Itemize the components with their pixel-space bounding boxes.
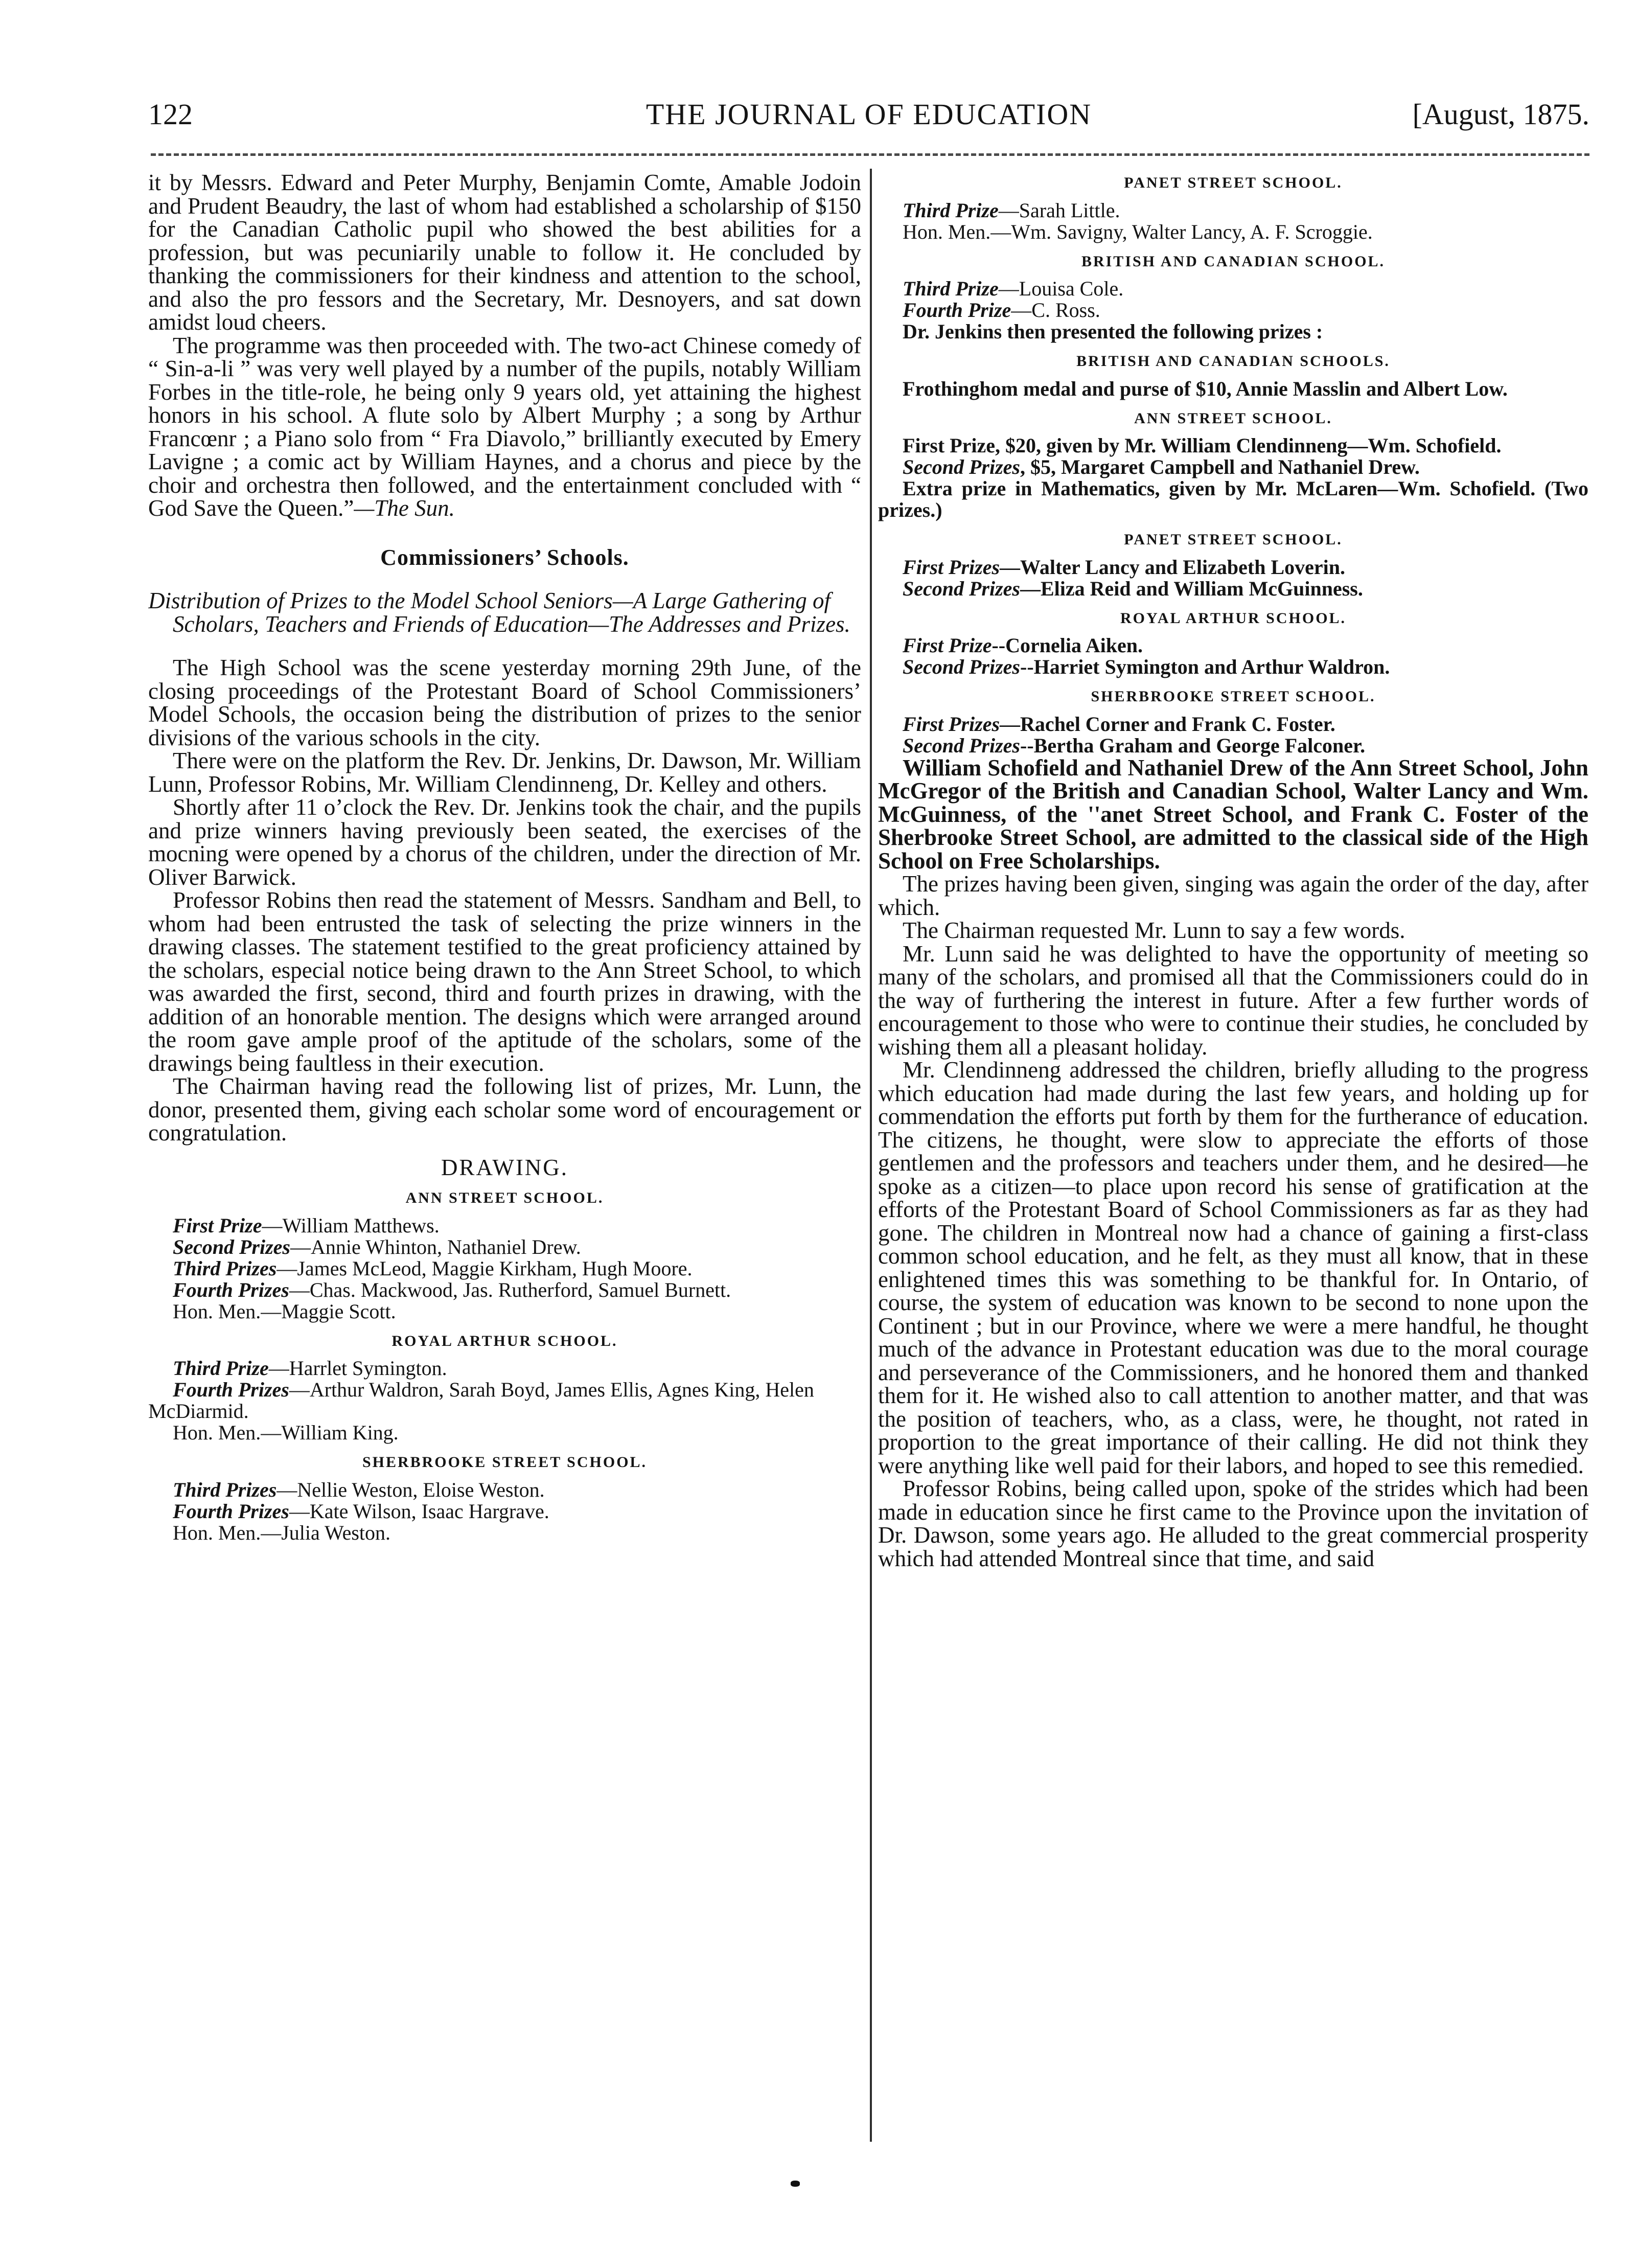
page-header	[148, 97, 1589, 143]
prize-line: Second Prizes--Bertha Graham and George Falconer.	[903, 734, 1366, 757]
prize-line: Second Prizes, $5, Margaret Campbell and Nathaniel Drew.	[903, 455, 1420, 478]
prize-line: First Prize, $20, given by Mr. William Clendinneng—Wm. Schofield.	[903, 434, 1502, 457]
page-number: 122	[148, 98, 193, 131]
prize-line: Hon. Men.—Julia Weston.	[173, 1521, 391, 1544]
school-heading: SHERBROOKE STREET SCHOOL.	[362, 1454, 648, 1471]
article-subtitle: Distribution of Prizes to the Model School Seniors—A Large Gathering of Scholars, Teachers and Friends of Education—The Addresses and Prizes.	[148, 588, 850, 637]
prize-line: Third Prize—Sarah Little.	[903, 198, 1120, 222]
school-heading: ROYAL ARTHUR SCHOOL.	[391, 1332, 618, 1349]
school-heading: PANET STREET SCHOOL.	[1124, 174, 1343, 191]
paragraph: The High School was the scene yesterday morning 29th June, of the closing proceedings of the Protestant Board of School Commissioners’ Model Schools, the occasion being the distribution of prizes to the senior divisions of the various schools in the city.	[148, 655, 861, 750]
column-divider	[870, 169, 872, 2142]
right-column	[878, 171, 1588, 1570]
paragraph-text: The programme was then proceeded with. The two-act Chinese comedy of “ Sin-a-li ” was very well played by a number of the pupils, notably William Forbes in the title-role, he being only 9 years old, yet attaining the highest honors in his school. A flute solo by Albert Murphy ; a song by Arthur Francœnr ; a Piano solo from “ Fra Diavolo,” brilliantly executed by Emery Lavigne ; a comic act by William Haynes, and a chorus and piece by the choir and orchestra then followed, and the entertainment concluded with “ God Save the Queen.”	[148, 332, 861, 521]
paragraph: There were on the platform the Rev. Dr. Jenkins, Dr. Dawson, Mr. William Lunn, Professor Robins, Mr. William Clendinneng, Dr. Kelley and others.	[148, 748, 861, 797]
header-rule	[151, 153, 1589, 156]
prize-line: First Prize--Cornelia Aiken.	[903, 634, 1143, 657]
prize-line: Fourth Prizes—Chas. Mackwood, Jas. Rutherford, Samuel Burnett.	[173, 1278, 731, 1301]
left-column	[148, 171, 861, 1544]
prize-line: Hon. Men.—William King.	[173, 1421, 399, 1444]
prize-line: First Prize—William Matthews.	[173, 1213, 440, 1237]
prize-line: First Prizes—Walter Lancy and Elizabeth Loverin.	[903, 555, 1346, 579]
paragraph: Mr. Clendinneng addressed the children, briefly alluding to the progress which education had made during the last few years, and holding up for commendation the efforts put forth by them for the furtherance of education. The citizens, he thought, were slow to appreciate the efforts of those gentlemen and the professors and teachers under them, and he desired—he spoke as a citizen—to place upon record his sense of gratification at the efforts of the Protestant Board of School Commissioners as far as they had gone. The children in Montreal now had a chance of gaining a first-class common school education, and he felt, as they must all know, that in these enlightened times this was something to be thankful for. In Ontario, of course, the system of education was known to be second to none upon the Continent ; but in our Province, where we were a mere handful, he thought much of the advance in Protestant education was due to the moral courage and perseverance of the Commissioners, and he honored them and thanked them for it. He wished also to call attention to another matter, and that was the position of teachers, who, as a class, were, he thought, not rated in proportion to the great importance of their calling. He did not think they were anything like well paid for their labors, and hoped to see this remedied.	[878, 1057, 1588, 1478]
prize-line: Hon. Men.—Wm. Savigny, Walter Lancy, A. F. Scroggie.	[903, 220, 1373, 243]
paragraph: Mr. Lunn said he was delighted to have the opportunity of meeting so many of the scholars, and promised all that the Commissioners could do in the way of furthering the interest in future. After a few further words of encouragement to those who were to continue their studies, he concluded by wishing them all a pleasant holiday.	[878, 941, 1588, 1060]
prize-line: Second Prizes--Harriet Symington and Arthur Waldron.	[903, 655, 1390, 678]
running-title: THE JOURNAL OF EDUCATION	[645, 98, 1092, 131]
prize-line: Extra prize in Mathematics, given by Mr. McLaren—Wm. Schofield. (Two prizes.)	[878, 477, 1588, 521]
paragraph	[148, 334, 861, 520]
school-heading: SHERBROOKE STREET SCHOOL.	[1091, 688, 1376, 705]
ink-mark	[791, 2181, 800, 2187]
prize-line: Fourth Prizes—Kate Wilson, Isaac Hargrave.	[173, 1499, 549, 1523]
prize-line: Frothinghom medal and purse of $10, Annie Masslin and Albert Low.	[903, 377, 1508, 400]
prize-line: Second Prizes—Eliza Reid and William McGuinness.	[903, 577, 1363, 600]
article-heading: Commissioners’ Schools.	[380, 544, 629, 570]
prize-line: Third Prize—Louisa Cole.	[903, 277, 1124, 300]
school-heading: BRITISH AND CANADIAN SCHOOLS.	[1076, 353, 1390, 370]
school-heading: BRITISH AND CANADIAN SCHOOL.	[1081, 253, 1386, 270]
section-title-drawing: DRAWING.	[441, 1154, 569, 1180]
paragraph: The Chairman having read the following list of prizes, Mr. Lunn, the donor, presented them, giving each scholar some word of encouragement or congratulation.	[148, 1073, 861, 1146]
prize-line: Third Prize—Harrlet Symington.	[173, 1357, 447, 1380]
prize-line: Third Prizes—Nellie Weston, Eloise Weston.	[173, 1478, 545, 1501]
paragraph: The prizes having been given, singing was again the order of the day, after which.	[878, 871, 1588, 920]
prize-line: Fourth Prize—C. Ross.	[903, 299, 1100, 322]
paragraph: Shortly after 11 o’clock the Rev. Dr. Jenkins took the chair, and the pupils and prize winners having previously been seated, the exercises of the mocning were opened by a chorus of the children, under the direction of Mr. Oliver Barwick.	[148, 794, 861, 890]
prize-line: Fourth Prizes—Arthur Waldron, Sarah Boyd, James Ellis, Agnes King, Helen McDiarmid.	[148, 1378, 814, 1423]
prize-line: Dr. Jenkins then presented the following prizes :	[903, 320, 1323, 343]
school-heading: ROYAL ARTHUR SCHOOL.	[1120, 609, 1347, 627]
paragraph: The Chairman requested Mr. Lunn to say a few words.	[903, 918, 1405, 943]
issue-date: [August, 1875.	[1412, 98, 1589, 131]
prize-line: Third Prizes—James McLeod, Maggie Kirkham, Hugh Moore.	[173, 1256, 693, 1280]
paragraph: Professor Robins, being called upon, spoke of the strides which had been made in education since he first came to the Province upon the invitation of Dr. Dawson, some years ago. He alluded to the great commercial prosperity which had attended Montreal since that time, and said	[878, 1476, 1588, 1570]
school-heading: ANN STREET SCHOOL.	[1134, 409, 1332, 427]
paragraph: William Schofield and Nathaniel Drew of the Ann Street School, John McGregor of the British and Canadian School, Walter Lancy and Wm. McGuinness, of the ''anet Street School, and Frank C. Foster of the Sherbrooke Street School, are admitted to the classical side of the High School on Free Scholarships.	[878, 754, 1588, 874]
paragraph: Professor Robins then read the statement of Messrs. Sandham and Bell, to whom had been entrusted the task of selecting the prize winners in the drawing classes. The statement testified to the great proficiency attained by the scholars, especial notice being drawn to the Ann Street School, to which was awarded the first, second, third and fourth prizes in drawing, with the addition of an honorable mention. The designs which were arranged around the room gave ample proof of the aptitude of the scholars, some of the drawings being faultless in their execution.	[148, 887, 861, 1076]
prize-line: Second Prizes—Annie Whinton, Nathaniel Drew.	[173, 1235, 581, 1258]
source-credit: —The Sun.	[354, 495, 455, 521]
school-heading: PANET STREET SCHOOL.	[1124, 531, 1343, 548]
prize-line: First Prizes—Rachel Corner and Frank C. Foster.	[903, 712, 1335, 736]
paragraph: it by Messrs. Edward and Peter Murphy, Benjamin Comte, Amable Jodoin and Prudent Beaudry, the last of whom had established a scholarship of $150 for the Canadian Catholic pupil who showed the best abilities for a profession, but was pecuniarily unable to follow it. He concluded by thanking the commissioners for their kindness and attention to the school, and also the pro fessors and the Secretary, Mr. Desnoyers, and sat down amidst loud cheers.	[148, 171, 861, 335]
prize-line: Hon. Men.—Maggie Scott.	[173, 1299, 396, 1323]
school-heading: ANN STREET SCHOOL.	[405, 1189, 604, 1206]
